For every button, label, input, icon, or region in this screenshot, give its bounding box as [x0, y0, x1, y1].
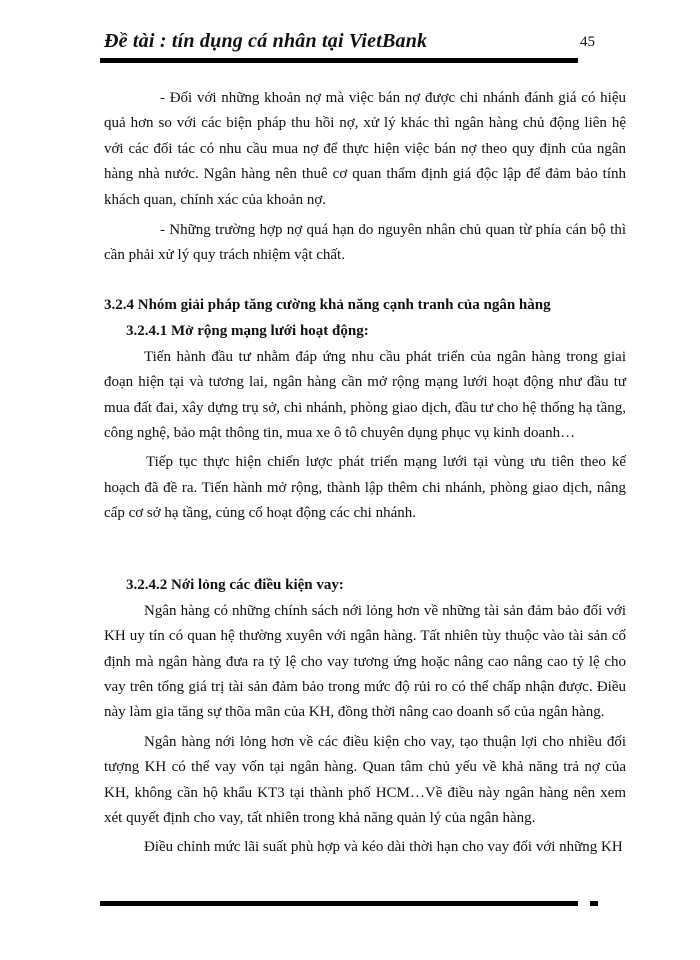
paragraph-network-strategy: Tiếp tục thực hiện chiến lược phát triển mạng lưới tại vùng ưu tiên theo kế hoạch đã đề ra. Tiến hành mở rộng, thành lập thêm chi nhánh, phòng giao dịch, nâng cấp cơ sở hạ tầng, củng cố hoạt động các chi nhánh.	[104, 454, 626, 522]
header-title: Đề tài : tín dụng cá nhân tại VietBank	[104, 30, 428, 52]
paragraph-network-investment: Tiến hành đầu tư nhằm đáp ứng nhu cầu phát triển của ngân hàng trong giai đoạn hiện tại và tương lai, ngân hàng cần mở rộng mạng lưới hoạt động như đầu tư mua đất đai, xây dựng trụ sở, chi nhánh, phòng giao dịch, đầu tư cho hệ thống hạ tầng, công nghệ, bảo mật thông tin, mua xe ô tô chuyên dụng phục vụ kinh doanh…	[104, 348, 626, 442]
paragraph-collateral-policy: Ngân hàng có những chính sách nới lỏng hơn về những tài sản đảm bảo đối với KH uy tín có quan hệ thường xuyên với ngân hàng. Tất nhiên tùy thuộc vào tài sản cố định mà ngân hàng đưa ra tỷ lệ cho vay tương ứng hoặc nâng cao nâng cao tỷ lệ cho vay trên tổng giá trị tài sản đảm bảo trong mức độ rủi ro có thể chấp nhận được. Điều này làm gia tăng sự thõa mãn của KH, đồng thời nâng cao doanh số của ngân hàng.	[104, 602, 626, 721]
paragraph-debt-sale: - Đối với những khoản nợ mà việc bán nợ được chi nhánh đánh giá có hiệu quả hơn so với các biện pháp thu hồi nợ, xử lý khác thì ngân hàng chủ động liên hệ với các đối tác có nhu cầu mua nợ để thực hiện việc bán nợ theo quy định của ngân hàng nhà nước. Ngân hàng nên thuê cơ quan thẩm định giá độc lập để đảm bảo tính khách quan, chính xác của khoản nợ.	[104, 90, 626, 208]
paragraph-loan-conditions: Ngân hàng nới lỏng hơn về các điều kiện cho vay, tạo thuận lợi cho nhiều đối tượng KH có thể vay vốn tại ngân hàng. Quan tâm chủ yếu về khả năng trả nợ của KH, không cần hộ khẩu KT3 tại thành phố HCM…Về điều này ngân hàng nên xem xét quyết định cho vay, tất nhiên trong khả năng quản lý của ngân hàng.	[104, 733, 626, 826]
header-rule	[100, 58, 578, 63]
footer-dash	[590, 901, 598, 906]
page-body	[104, 86, 626, 861]
paragraph-interest-rate: Điều chỉnh mức lãi suất phù hợp và kéo dài thời hạn cho vay đối với những KH	[144, 839, 623, 856]
footer-rule	[100, 901, 578, 906]
subsection-heading-3-2-4-1: 3.2.4.1 Mở rộng mạng lưới hoạt động:	[126, 322, 369, 339]
subsection-heading-3-2-4-2: 3.2.4.2 Nới lỏng các điều kiện vay:	[126, 576, 344, 593]
paragraph-overdue-debt: - Những trường hợp nợ quá hạn do nguyên nhân chủ quan từ phía cán bộ thì cần phải xử lý quy trách nhiệm vật chất.	[104, 222, 626, 264]
page-number: 45	[580, 34, 595, 50]
section-heading-3-2-4: 3.2.4 Nhóm giải pháp tăng cường khả năng cạnh tranh của ngân hàng	[104, 296, 551, 313]
